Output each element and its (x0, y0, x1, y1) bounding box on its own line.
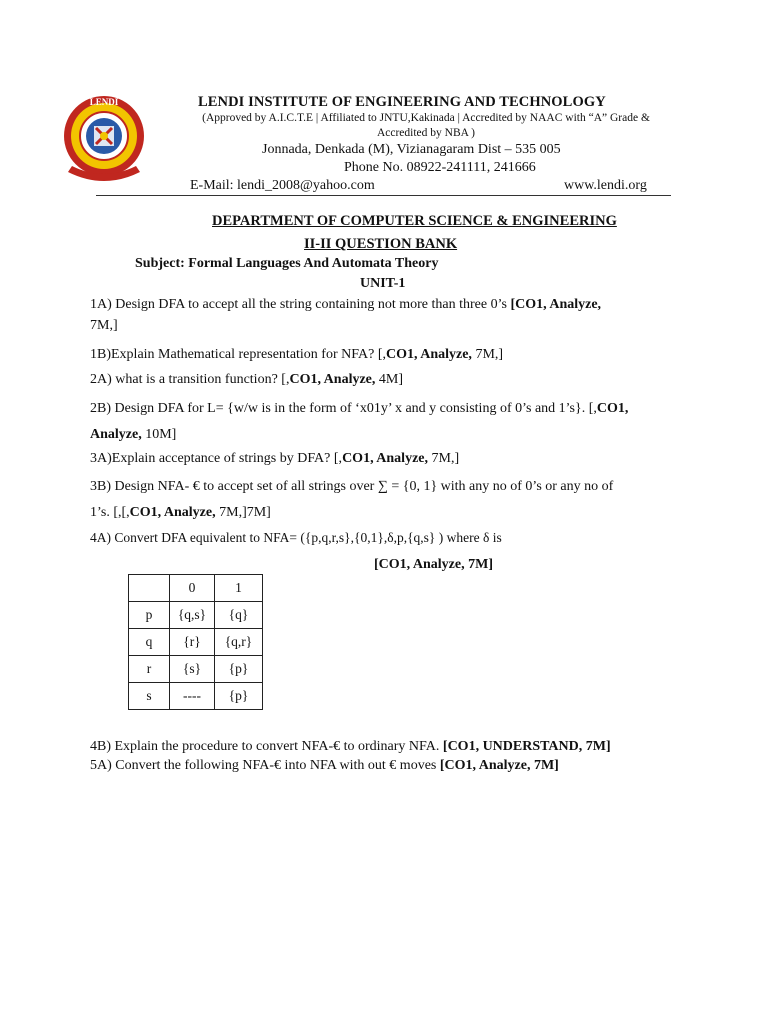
question-text: 2B) Design DFA for L= {w/w is in the form of ‘x01y’ x and y consisting of 0’s and 1’s}. [, (90, 401, 597, 416)
approval-line-1: (Approved by A.I.C.T.E | Affiliated to JNTU,Kakinada | Accredited by NAAC with “A” Grade & (202, 112, 650, 124)
subject-line: Subject: Formal Languages And Automata Theory (135, 256, 439, 271)
question-5a (90, 755, 686, 776)
question-marks: 10M] (141, 427, 177, 442)
question-tag: [CO1, Analyze, 7M] (374, 557, 493, 572)
question-marks: 7M,] (428, 451, 460, 466)
table-cell: {q,s} (170, 602, 215, 629)
table-cell: 1 (215, 575, 263, 602)
question-marks: 7M,] (90, 318, 118, 333)
svg-text:LENDI: LENDI (89, 97, 119, 107)
question-tag-cont: Analyze, (90, 427, 142, 442)
table-row (129, 602, 263, 629)
table-header-row (129, 575, 263, 602)
table-row (129, 656, 263, 683)
question-tag: [CO1, Analyze, (510, 297, 602, 312)
question-tag: CO1, Analyze, (385, 347, 472, 362)
question-text-cont: 1’s. [,[, (90, 505, 130, 520)
question-3b (90, 474, 686, 526)
question-text: 1B)Explain Mathematical representation for NFA? [, (90, 347, 386, 362)
question-tag: CO1, (596, 401, 629, 416)
question-2b (90, 396, 686, 448)
table-cell: q (129, 629, 170, 656)
table-cell: {p} (215, 656, 263, 683)
table-cell: p (129, 602, 170, 629)
table-cell: 0 (170, 575, 215, 602)
question-4a (90, 527, 686, 548)
question-bank-title: II-II QUESTION BANK (304, 236, 458, 252)
question-text: 3B) Design NFA- € to accept set of all strings over ∑ = {0, 1} with any no of 0’s or any no of (90, 479, 614, 494)
transition-table (128, 574, 263, 710)
question-2a (90, 369, 686, 390)
question-marks: 7M,]7M] (215, 505, 271, 520)
department-title: DEPARTMENT OF COMPUTER SCIENCE & ENGINEERING (212, 213, 617, 229)
question-tag: CO1, Analyze, (342, 451, 429, 466)
question-text: 5A) Convert the following NFA-€ into NFA with out € moves (90, 758, 440, 773)
question-4b (90, 736, 686, 757)
table-cell: {q,r} (215, 629, 263, 656)
question-4a-tag (374, 554, 574, 575)
header-divider (96, 195, 671, 196)
question-tag: [CO1, UNDERSTAND, 7M] (442, 739, 611, 754)
institute-website: www.lendi.org (564, 178, 647, 193)
question-text: 1A) Design DFA to accept all the string containing not more than three 0’s (90, 297, 511, 312)
question-text: 4B) Explain the procedure to convert NFA-€ to ordinary NFA. (90, 739, 443, 754)
institute-approval (176, 111, 676, 141)
question-tag: CO1, Analyze, (289, 372, 376, 387)
question-tag: CO1, Analyze, (129, 505, 216, 520)
table-cell: {q} (215, 602, 263, 629)
question-1b (90, 344, 686, 365)
unit-title: UNIT-1 (360, 276, 406, 291)
question-tag: [CO1, Analyze, 7M] (439, 758, 559, 773)
approval-line-2: Accredited by NBA ) (376, 127, 476, 139)
table-cell: r (129, 656, 170, 683)
question-1a (90, 294, 686, 336)
table-row (129, 683, 263, 710)
question-text: 4A) Convert DFA equivalent to NFA= ({p,q,r,s},{0,1},δ,p,{q,s} ) where δ is (90, 530, 502, 545)
table-cell: s (129, 683, 170, 710)
institute-phone: Phone No. 08922-241111, 241666 (344, 160, 536, 175)
question-marks: 7M,] (471, 347, 504, 362)
table-row (129, 629, 263, 656)
table-cell (129, 575, 170, 602)
institute-address: Jonnada, Denkada (M), Vizianagaram Dist – 535 005 (262, 142, 561, 157)
college-seal-icon (62, 92, 146, 188)
table-cell: {r} (170, 629, 215, 656)
table-cell: {p} (215, 683, 263, 710)
question-marks: 4M] (375, 372, 404, 387)
table-cell: {s} (170, 656, 215, 683)
table-cell: ---- (170, 683, 215, 710)
institute-name: LENDI INSTITUTE OF ENGINEERING AND TECHNOLOGY (198, 94, 606, 110)
question-3a (90, 448, 686, 469)
institute-email: E-Mail: lendi_2008@yahoo.com (190, 178, 375, 193)
question-text: 3A)Explain acceptance of strings by DFA? [, (90, 451, 343, 466)
question-text: 2A) what is a transition function? [, (90, 372, 290, 387)
